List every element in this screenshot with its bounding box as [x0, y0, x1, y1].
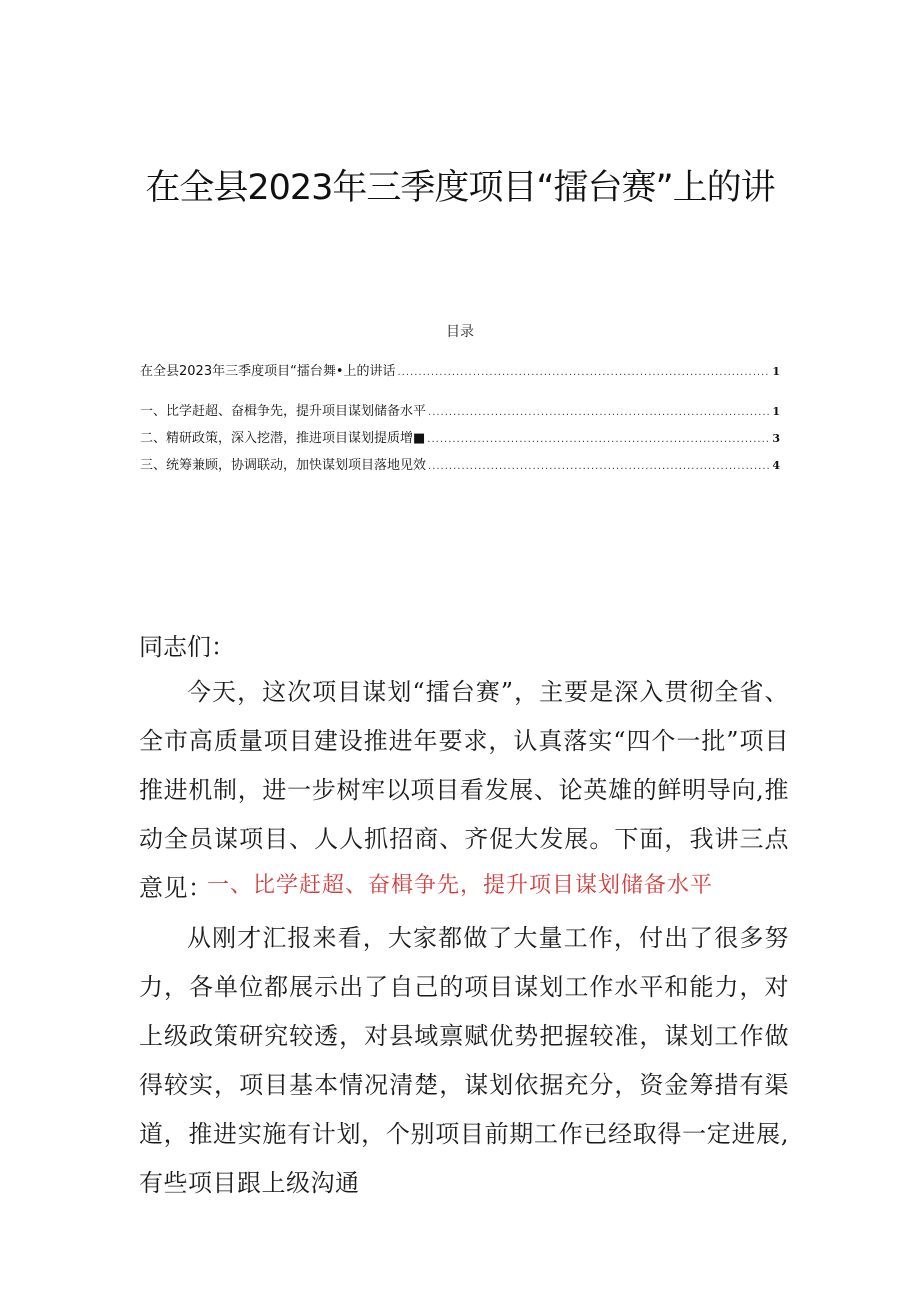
table-of-contents [140, 360, 780, 472]
toc-entry[interactable] [140, 400, 780, 418]
toc-leader-dots [398, 367, 771, 378]
toc-entry[interactable] [140, 454, 780, 472]
speech-paragraph: 从刚才汇报来看，大家都做了大量工作，付出了很多努力，各单位都展示出了自己的项目谋划工作水平和能力，对上级政策研究较透，对县域禀赋优势把握较准，谋划工作做得较实，项目基本情况清楚，谋划依据充分，资金筹措有渠道，推进实施有计划，个别项目前期工作已经取得一定进展,有些项目跟上级沟通 [139, 924, 789, 1197]
toc-entry-page: 3 [772, 432, 780, 445]
toc-entry-label: 一、比学赶超、奋楫争先，提升项目谋划储备水平 [140, 404, 427, 418]
speech-paragraph: 今天，这次项目谋划“擂台赛”，主要是深入贯彻全省、全市高质量项目建设推进年要求，认真落实“四个一批”项目推进机制，进一步树牢以项目看发展、论英雄的鲜明导向,推动全员谋项目、人人抓招商、齐促大发展。下面，我讲三点意见： [139, 678, 789, 902]
toc-entry-label: 在全县2023年三季度项目“擂台舞•上的讲话 [140, 364, 396, 378]
toc-leader-dots [428, 461, 770, 472]
speech-greeting: 同志们： [139, 633, 235, 661]
toc-leader-dots [427, 434, 770, 445]
toc-entry-label: 三、统筹兼顾，协调联动，加快谋划项目落地见效 [140, 458, 427, 472]
toc-entry-page: 1 [772, 365, 780, 378]
toc-entry-page: 4 [772, 459, 780, 472]
toc-entry[interactable] [140, 360, 780, 378]
toc-entry-label: 二、精研政策，深入挖潜，推进项目谋划提质增■ [140, 431, 426, 445]
document-title: 在全县2023年三季度项目“擂台赛”上的讲 [145, 168, 775, 208]
toc-leader-dots [428, 407, 770, 418]
toc-entry[interactable] [140, 427, 780, 445]
toc-heading: 目录 [446, 324, 474, 340]
section-heading: 一、比学赶超、奋楫争先，提升项目谋划储备水平 [206, 873, 713, 898]
toc-entry-page: 1 [772, 405, 780, 418]
